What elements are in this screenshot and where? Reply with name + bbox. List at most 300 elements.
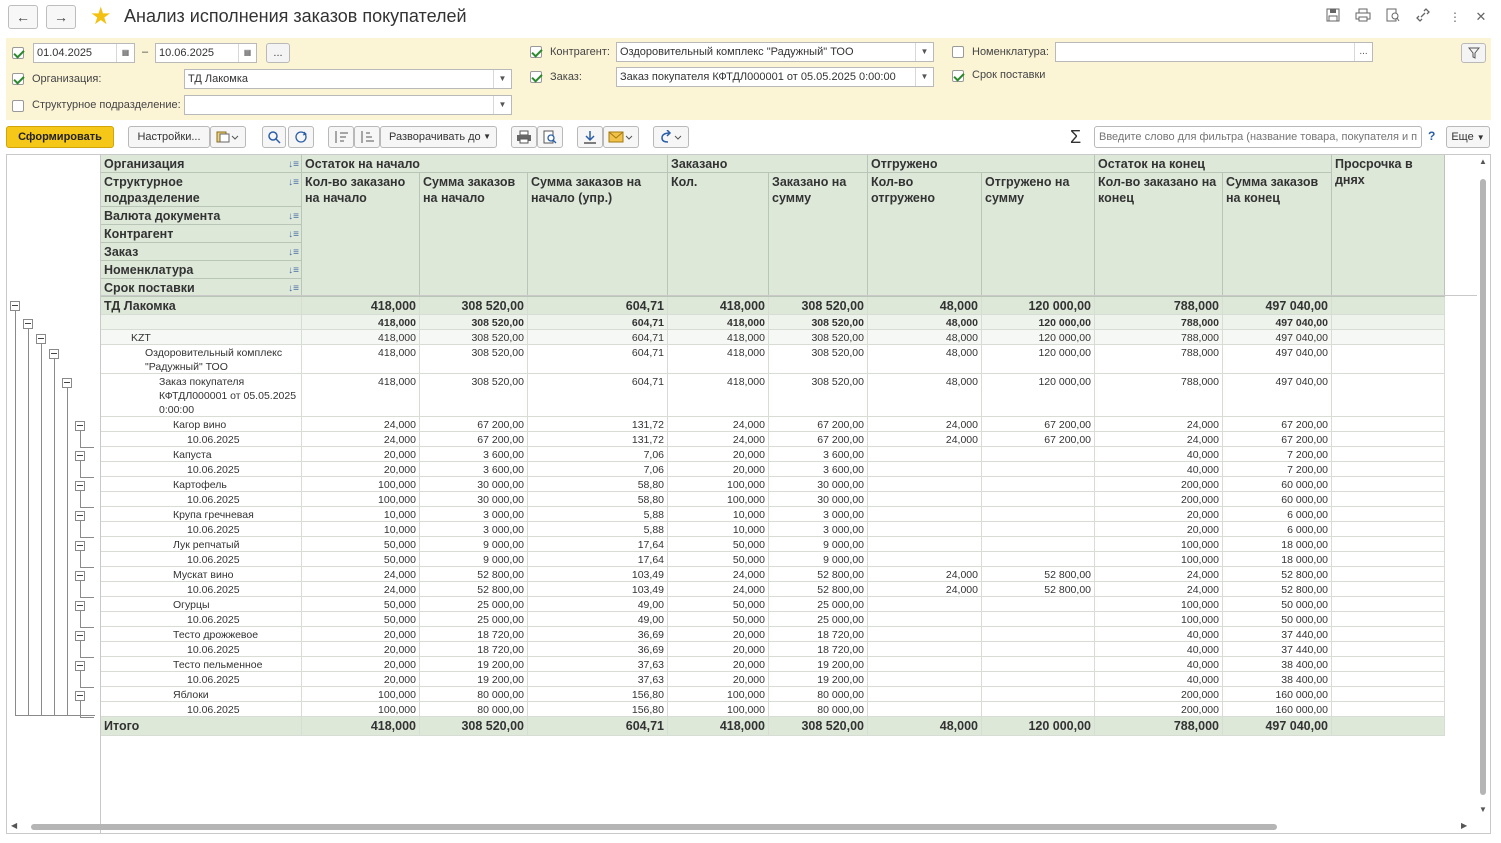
back-arrow-icon: ←	[16, 9, 30, 25]
contr-checkbox[interactable]	[530, 46, 542, 58]
table-row[interactable]	[101, 687, 1445, 702]
value-cell: 80 000,00	[420, 702, 528, 717]
expand-all-button[interactable]	[354, 126, 380, 148]
scroll-right-icon: ▶	[1461, 821, 1468, 830]
table-row[interactable]	[101, 330, 1445, 345]
period-checkbox[interactable]	[12, 47, 24, 59]
table-row[interactable]	[101, 702, 1445, 717]
value-cell: 30 000,00	[769, 477, 868, 492]
value-cell: 9 000,00	[769, 537, 868, 552]
value-cell: 418,000	[668, 374, 769, 417]
tree-line	[80, 611, 81, 627]
value-cell: 418,000	[302, 374, 420, 417]
row-label: Яблоки	[101, 687, 302, 702]
value-cell: 308 520,00	[769, 717, 868, 736]
value-cell: 48,000	[868, 330, 982, 345]
column-header[interactable]: Кол-во заказано на конец	[1095, 173, 1223, 297]
value-cell: 120 000,00	[982, 315, 1095, 330]
tree-line	[80, 551, 81, 567]
value-cell: 37 440,00	[1223, 642, 1332, 657]
sort-icon[interactable]: ↓≡	[288, 159, 299, 170]
value-cell	[1332, 612, 1445, 627]
value-cell	[1332, 477, 1445, 492]
srok-label: Срок поставки	[972, 69, 1046, 81]
value-cell: 200,000	[1095, 492, 1223, 507]
value-cell: 18 720,00	[769, 627, 868, 642]
table-row[interactable]	[101, 522, 1445, 537]
value-cell	[868, 627, 982, 642]
value-cell: 6 000,00	[1223, 522, 1332, 537]
value-cell: 18 720,00	[420, 627, 528, 642]
value-cell	[1332, 447, 1445, 462]
chevron-down-icon[interactable]: ▼	[915, 68, 933, 86]
vertical-scroll-thumb[interactable]	[1480, 179, 1486, 795]
value-cell: 9 000,00	[769, 552, 868, 567]
row-label: 10.06.2025	[101, 612, 302, 627]
value-cell	[1332, 717, 1445, 736]
tree-line	[80, 491, 81, 507]
struct-field[interactable]	[184, 95, 512, 115]
grouping-label: Валюта документа	[104, 209, 221, 223]
horizontal-scroll-thumb[interactable]	[31, 824, 1277, 830]
row-label: Огурцы	[101, 597, 302, 612]
value-cell	[1332, 582, 1445, 597]
table-row[interactable]	[101, 507, 1445, 522]
value-cell	[1332, 552, 1445, 567]
value-cell: 156,80	[528, 687, 668, 702]
refresh-search-button[interactable]	[288, 126, 314, 148]
sort-icon[interactable]: ↓≡	[288, 247, 299, 258]
value-cell: 308 520,00	[769, 315, 868, 330]
value-cell: 120 000,00	[982, 345, 1095, 374]
save-to-file-button[interactable]	[577, 126, 603, 148]
value-cell: 19 200,00	[420, 672, 528, 687]
back-button[interactable]	[8, 5, 38, 29]
row-label: Картофель	[101, 477, 302, 492]
date-to-field[interactable]: 10.06.2025 ▦	[155, 43, 257, 63]
grouping-header[interactable]	[101, 261, 302, 279]
row-label: Тесто дрожжевое	[101, 627, 302, 642]
column-header[interactable]: Кол-во заказано на начало	[302, 173, 420, 297]
value-cell: 25 000,00	[769, 612, 868, 627]
srok-checkbox[interactable]	[952, 70, 964, 82]
send-email-button[interactable]	[603, 126, 639, 148]
value-cell: 20,000	[668, 447, 769, 462]
collapse-toggle-icon[interactable]	[36, 334, 46, 344]
chevron-down-icon[interactable]: ▼	[493, 96, 511, 114]
value-cell	[868, 537, 982, 552]
variants-button[interactable]	[210, 126, 246, 148]
grouping-label: Организация	[104, 157, 185, 171]
value-cell: 103,49	[528, 582, 668, 597]
value-cell: 37 440,00	[1223, 627, 1332, 642]
tree-line	[80, 671, 81, 687]
table-row[interactable]	[101, 315, 1445, 330]
value-cell: 120 000,00	[982, 374, 1095, 417]
value-cell: 18 720,00	[420, 642, 528, 657]
value-cell: 120 000,00	[982, 717, 1095, 736]
value-cell: 60 000,00	[1223, 492, 1332, 507]
value-cell: 418,000	[302, 315, 420, 330]
value-cell: 50,000	[302, 612, 420, 627]
value-cell: 18 000,00	[1223, 537, 1332, 552]
value-cell: 308 520,00	[420, 345, 528, 374]
preview-icon[interactable]	[1384, 8, 1402, 26]
grouping-label: Заказ	[104, 245, 139, 259]
table-row[interactable]	[101, 567, 1445, 582]
collapse-toggle-icon[interactable]	[75, 481, 85, 491]
chevron-down-icon: ▼	[1476, 133, 1485, 142]
row-label: Крупа гречневая	[101, 507, 302, 522]
chevron-down-icon[interactable]: ▼	[493, 70, 511, 88]
value-cell: 67 200,00	[420, 417, 528, 432]
value-cell	[982, 537, 1095, 552]
tree-line	[80, 581, 81, 597]
table-row[interactable]	[101, 345, 1445, 374]
chevron-down-icon: ▼	[483, 132, 491, 141]
value-cell	[1332, 330, 1445, 345]
value-cell: 25 000,00	[420, 612, 528, 627]
value-cell: 788,000	[1095, 345, 1223, 374]
settings-button[interactable]: Настройки...	[128, 126, 210, 148]
more-vertical-icon[interactable]: ⋮	[1449, 10, 1461, 24]
sort-icon[interactable]: ↓≡	[288, 211, 299, 222]
value-cell: 52 800,00	[1223, 567, 1332, 582]
column-header[interactable]: Сумма заказов на конец	[1223, 173, 1332, 297]
contr-label: Контрагент:	[550, 46, 610, 58]
value-cell: 25 000,00	[420, 597, 528, 612]
value-cell	[1332, 417, 1445, 432]
value-cell: 100,000	[1095, 597, 1223, 612]
return-arrow-icon	[658, 130, 684, 144]
order-checkbox[interactable]	[530, 71, 542, 83]
sort-icon[interactable]: ↓≡	[288, 283, 299, 294]
value-cell: 37,63	[528, 672, 668, 687]
value-cell	[982, 552, 1095, 567]
value-cell	[868, 687, 982, 702]
collapse-all-button[interactable]	[328, 126, 354, 148]
table-row[interactable]	[101, 582, 1445, 597]
period-select-button[interactable]: ...	[266, 43, 290, 63]
table-row[interactable]	[101, 537, 1445, 552]
search-input-text[interactable]	[1095, 127, 1417, 147]
value-cell: 30 000,00	[769, 492, 868, 507]
value-cell: 17,64	[528, 537, 668, 552]
value-cell: 100,000	[668, 477, 769, 492]
tree-line	[80, 657, 94, 658]
value-cell: 20,000	[302, 642, 420, 657]
value-cell: 18 720,00	[769, 642, 868, 657]
value-cell: 100,000	[668, 702, 769, 717]
undo-button[interactable]	[653, 126, 689, 148]
collapse-toggle-icon[interactable]	[62, 378, 72, 388]
collapse-toggle-icon[interactable]	[75, 451, 85, 461]
value-cell: 67 200,00	[982, 417, 1095, 432]
row-label: Кагор вино	[101, 417, 302, 432]
row-label: 10.06.2025	[101, 582, 302, 597]
order-field[interactable]: Заказ покупателя КФТДЛ000001 от 05.05.2025 0:00:00 ▼	[616, 67, 934, 87]
sort-icon[interactable]: ↓≡	[288, 177, 299, 188]
calendar-icon[interactable]: ▦	[238, 44, 256, 62]
row-label: Итого	[101, 717, 302, 736]
value-cell: 40,000	[1095, 642, 1223, 657]
value-cell: 67 200,00	[1223, 432, 1332, 447]
column-header[interactable]: Кол-во отгружено	[868, 173, 982, 297]
value-cell: 9 000,00	[420, 552, 528, 567]
org-checkbox[interactable]	[12, 73, 24, 85]
value-cell: 3 600,00	[420, 462, 528, 477]
row-label: 10.06.2025	[101, 672, 302, 687]
save-icon[interactable]	[1324, 8, 1342, 26]
row-label: ТД Лакомка	[101, 297, 302, 315]
table-row[interactable]	[101, 297, 1445, 315]
value-cell: 308 520,00	[769, 345, 868, 374]
grouping-header[interactable]	[101, 173, 302, 207]
value-cell: 40,000	[1095, 447, 1223, 462]
table-row[interactable]	[101, 477, 1445, 492]
row-label: 10.06.2025	[101, 522, 302, 537]
row-label: Капуста	[101, 447, 302, 462]
total-row[interactable]	[101, 717, 1445, 736]
value-cell	[1332, 567, 1445, 582]
value-cell: 100,000	[1095, 552, 1223, 567]
value-cell: 20,000	[668, 627, 769, 642]
value-cell	[868, 642, 982, 657]
value-cell: 20,000	[668, 657, 769, 672]
value-cell	[868, 612, 982, 627]
collapse-toggle-icon[interactable]	[10, 301, 20, 311]
scroll-down-icon: ▼	[1479, 805, 1487, 814]
date-separator: –	[142, 46, 149, 58]
value-cell: 100,000	[302, 687, 420, 702]
table-row[interactable]	[101, 432, 1445, 447]
tree-line	[15, 311, 16, 715]
table-row[interactable]	[101, 447, 1445, 462]
value-cell: 52 800,00	[1223, 582, 1332, 597]
column-group-header: Просрочка в днях	[1332, 155, 1445, 297]
value-cell	[868, 672, 982, 687]
struct-checkbox[interactable]	[12, 100, 24, 112]
value-cell: 7,06	[528, 447, 668, 462]
tree-line	[80, 641, 81, 657]
value-cell: 52 800,00	[769, 567, 868, 582]
nom-checkbox[interactable]	[952, 46, 964, 58]
grouping-header[interactable]	[101, 155, 302, 173]
value-cell: 418,000	[302, 717, 420, 736]
value-cell: 24,000	[668, 582, 769, 597]
value-cell	[868, 702, 982, 717]
value-cell: 418,000	[668, 330, 769, 345]
column-group-header: Остаток на начало	[302, 155, 668, 173]
link-icon[interactable]	[1414, 8, 1432, 26]
search-button[interactable]	[262, 126, 286, 148]
sigma-icon[interactable]: Σ	[1070, 127, 1082, 147]
calendar-icon[interactable]: ▦	[116, 44, 134, 62]
value-cell: 18 000,00	[1223, 552, 1332, 567]
value-cell: 67 200,00	[982, 432, 1095, 447]
value-cell: 20,000	[668, 642, 769, 657]
favorite-star-icon[interactable]: ★	[90, 3, 112, 30]
preview-icon	[543, 130, 557, 144]
value-cell: 5,88	[528, 522, 668, 537]
value-cell: 24,000	[668, 417, 769, 432]
value-cell: 418,000	[668, 345, 769, 374]
table-row[interactable]	[101, 612, 1445, 627]
nom-select-button[interactable]: ...	[1354, 43, 1372, 61]
chevron-down-icon[interactable]: ▼	[915, 43, 933, 61]
value-cell: 67 200,00	[769, 432, 868, 447]
value-cell: 3 000,00	[769, 507, 868, 522]
value-cell: 788,000	[1095, 315, 1223, 330]
value-cell	[982, 522, 1095, 537]
value-cell: 40,000	[1095, 462, 1223, 477]
table-row[interactable]	[101, 657, 1445, 672]
grouping-label: Структурное подразделение	[104, 175, 200, 205]
value-cell: 131,72	[528, 432, 668, 447]
value-cell	[868, 522, 982, 537]
value-cell: 24,000	[302, 417, 420, 432]
value-cell: 100,000	[302, 492, 420, 507]
value-cell: 7 200,00	[1223, 447, 1332, 462]
value-cell	[982, 492, 1095, 507]
row-label: Лук репчатый	[101, 537, 302, 552]
page-title: Анализ исполнения заказов покупателей	[124, 6, 467, 26]
table-row[interactable]	[101, 462, 1445, 477]
value-cell: 24,000	[868, 582, 982, 597]
report-grid[interactable]	[6, 154, 1491, 834]
value-cell	[868, 492, 982, 507]
value-cell: 604,71	[528, 717, 668, 736]
print-button[interactable]	[511, 126, 537, 148]
value-cell: 20,000	[668, 462, 769, 477]
value-cell: 20,000	[1095, 522, 1223, 537]
column-group-header: Заказано	[668, 155, 868, 173]
table-row[interactable]	[101, 417, 1445, 432]
value-cell: 604,71	[528, 315, 668, 330]
preview-button[interactable]	[537, 126, 563, 148]
column-header[interactable]: Отгружено на сумму	[982, 173, 1095, 297]
table-row[interactable]	[101, 642, 1445, 657]
collapse-toggle-icon[interactable]	[75, 541, 85, 551]
more-button[interactable]: Еще ▼	[1446, 126, 1490, 148]
nom-field[interactable]	[1055, 42, 1373, 62]
value-cell: 497 040,00	[1223, 330, 1332, 345]
grouping-header[interactable]	[101, 243, 302, 261]
table-row[interactable]	[101, 597, 1445, 612]
value-cell: 38 400,00	[1223, 657, 1332, 672]
collapse-toggle-icon[interactable]	[75, 691, 85, 701]
value-cell: 30 000,00	[420, 477, 528, 492]
column-header[interactable]: Заказано на сумму	[769, 173, 868, 297]
table-row[interactable]	[101, 552, 1445, 567]
value-cell: 418,000	[668, 297, 769, 315]
collapse-toggle-icon[interactable]	[75, 661, 85, 671]
value-cell	[982, 477, 1095, 492]
table-row[interactable]	[101, 374, 1445, 417]
sort-icon[interactable]: ↓≡	[288, 229, 299, 240]
value-cell: 52 800,00	[982, 582, 1095, 597]
value-cell: 7,06	[528, 462, 668, 477]
row-label: KZT	[101, 330, 302, 345]
collapse-toggle-icon[interactable]	[75, 511, 85, 521]
value-cell: 788,000	[1095, 330, 1223, 345]
value-cell	[1332, 507, 1445, 522]
collapse-toggle-icon[interactable]	[75, 571, 85, 581]
help-icon[interactable]: ?	[1428, 129, 1436, 143]
sort-lines-icon	[333, 130, 349, 144]
grouping-header[interactable]	[101, 207, 302, 225]
value-cell	[982, 447, 1095, 462]
value-cell: 67 200,00	[769, 417, 868, 432]
print-icon[interactable]	[1354, 8, 1372, 26]
value-cell	[1332, 345, 1445, 374]
value-cell	[868, 462, 982, 477]
generate-button[interactable]: Сформировать	[6, 126, 114, 148]
vertical-scrollbar[interactable]	[1476, 155, 1490, 820]
table-row[interactable]	[101, 672, 1445, 687]
date-from-field[interactable]: 01.04.2025 ▦	[33, 43, 135, 63]
column-header[interactable]: Сумма заказов на начало	[420, 173, 528, 297]
row-label: Оздоровительный комплекс "Радужный" ТОО	[101, 345, 302, 374]
collapse-toggle-icon[interactable]	[75, 631, 85, 641]
filter-settings-button[interactable]	[1461, 43, 1486, 63]
value-cell: 24,000	[302, 432, 420, 447]
value-cell	[1332, 702, 1445, 717]
value-cell: 497 040,00	[1223, 345, 1332, 374]
value-cell: 40,000	[1095, 657, 1223, 672]
tree-line	[80, 521, 81, 537]
value-cell: 67 200,00	[420, 432, 528, 447]
search-input[interactable]	[1094, 126, 1422, 148]
value-cell: 58,80	[528, 492, 668, 507]
column-header[interactable]: Кол.	[668, 173, 769, 297]
sort-icon[interactable]: ↓≡	[288, 265, 299, 276]
value-cell: 308 520,00	[420, 717, 528, 736]
expand-to-dropdown[interactable]: Разворачивать до ▼	[380, 126, 497, 148]
close-icon[interactable]: ✕	[1475, 9, 1487, 24]
collapse-toggle-icon[interactable]	[23, 319, 33, 329]
collapse-toggle-icon[interactable]	[75, 601, 85, 611]
collapse-toggle-icon[interactable]	[49, 349, 59, 359]
collapse-toggle-icon[interactable]	[75, 421, 85, 431]
struct-label: Структурное подразделение:	[32, 99, 181, 111]
column-header[interactable]: Сумма заказов на начало (упр.)	[528, 173, 668, 297]
forward-button[interactable]	[46, 5, 76, 29]
value-cell: 49,00	[528, 597, 668, 612]
value-cell: 100,000	[668, 687, 769, 702]
org-field[interactable]: ТД Лакомка ▼	[184, 69, 512, 89]
horizontal-scrollbar[interactable]	[7, 820, 1476, 834]
value-cell: 38 400,00	[1223, 672, 1332, 687]
value-cell: 120 000,00	[982, 297, 1095, 315]
value-cell: 308 520,00	[769, 374, 868, 417]
value-cell	[1332, 687, 1445, 702]
table-row[interactable]	[101, 627, 1445, 642]
filter-panel	[6, 38, 1491, 120]
tree-line	[80, 567, 94, 568]
value-cell: 3 600,00	[769, 447, 868, 462]
value-cell: 40,000	[1095, 627, 1223, 642]
value-cell	[1332, 657, 1445, 672]
contr-field[interactable]: Оздоровительный комплекс "Радужный" ТОО ▼	[616, 42, 934, 62]
value-cell	[1332, 432, 1445, 447]
table-row[interactable]	[101, 492, 1445, 507]
value-cell: 3 000,00	[420, 522, 528, 537]
value-cell: 24,000	[302, 567, 420, 582]
value-cell: 20,000	[668, 672, 769, 687]
grouping-header[interactable]	[101, 225, 302, 243]
value-cell	[982, 507, 1095, 522]
